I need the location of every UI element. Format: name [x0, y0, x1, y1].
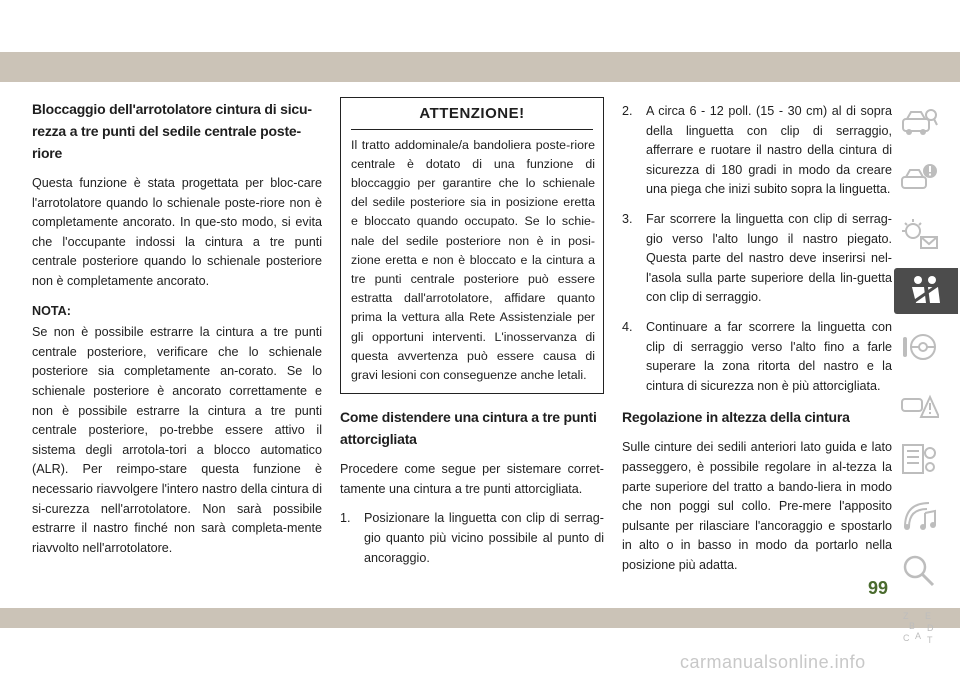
- svg-text:B: B: [909, 621, 916, 631]
- emergency-icon[interactable]: [896, 380, 942, 426]
- column-middle: [340, 98, 604, 578]
- page-number: 99: [868, 578, 889, 598]
- section-heading-distendere: Come distendere una cintura a tre punti attorcigliata: [340, 409, 597, 448]
- car-warning-icon[interactable]: [896, 156, 942, 202]
- top-banner: [0, 0, 960, 82]
- starting-driving-icon[interactable]: [896, 324, 942, 370]
- warning-box: [340, 97, 604, 394]
- seat-safety-icon[interactable]: [894, 268, 958, 314]
- chapter-sidebar: [896, 100, 946, 660]
- lights-mail-icon[interactable]: [896, 212, 942, 258]
- note-label: NOTA:: [32, 303, 71, 318]
- top-band: [0, 52, 960, 82]
- step-number: 4.: [622, 319, 633, 334]
- svg-text:C: C: [903, 633, 910, 643]
- column-left: [32, 98, 322, 568]
- section-heading-regolazione: Regolazione in altezza della cintura: [622, 409, 850, 426]
- svg-text:D: D: [927, 623, 934, 633]
- step-number: 3.: [622, 211, 633, 226]
- step-text: Far scorrere la linguetta con clip di serrag-gio verso l'alto lungo il nastro piegato. Questa parte del nastro deve inserirsi nel-l'asola sulla parte superiore della lin-guetta con clip di serraggio.: [646, 211, 892, 305]
- note-text: Se non è possibile estrarre la cintura a tre punti centrale posteriore, verificare che lo schienale posteriore sia completamente an-corato. Se lo schienale posteriore è ancorato correttamente e non è possibile estrarre la cintura a tre punti centrale posteriore, po-trebbe essere attivo il sistema degli arrotola-tori a blocco automatico (ALR). Per reimpo-stare questa funzione è necessario riavvolgere l'intero nastro della cintura di si-curezza nell'arrotolatore. Non sarà possibile estrarre il nastro finché non sarà completa-mente riavvolto nell'arrotolatore.: [32, 325, 322, 555]
- svg-text:E: E: [925, 611, 932, 621]
- bottom-band: [0, 608, 960, 628]
- watermark: carmanualsonline.info: [680, 652, 866, 672]
- column-right: [622, 102, 892, 585]
- steps-list: [340, 509, 604, 568]
- section-heading-bloccaggio: Bloccaggio dell'arrotolatore cintura di sicu-rezza a tre punti del sedile centrale poste-riore: [32, 101, 312, 161]
- svg-text:Z: Z: [903, 611, 909, 621]
- step-text: A circa 6 - 12 poll. (15 - 30 cm) al di sopra della linguetta con clip di serraggio, afferrare e ruotare il nastro della cintura di sicurezza di 180 gradi in modo da creare una piega che inizi subito sopra la linguetta.: [646, 104, 892, 197]
- svg-text:T: T: [927, 635, 933, 645]
- step-text: Continuare a far scorrere la linguetta con clip di serraggio verso l'alto fino a farle superare la zona ritorta del nastro e la cintura di sicurezza non è più attorcigliata.: [646, 319, 892, 393]
- paragraph-procedure: Procedere come segue per sistemare corret-tamente una cintura a tre punti attorcigliata.: [340, 462, 604, 496]
- car-info-icon[interactable]: [896, 100, 942, 146]
- svg-text:A: A: [915, 631, 922, 641]
- search-icon[interactable]: [896, 548, 942, 594]
- paragraph-intro: Questa funzione è stata progettata per bloc-care l'arrotolatore quando lo schienale poste-riore non è completamente ancorato. In que-sto modo, si evita che l'occupante indossi la cintura a tre punti centrale posteriore quando lo schienale posteriore non è completamente ancorato.: [32, 176, 322, 288]
- warning-text: Il tratto addominale/a bandoliera poste-riore centrale è dotato di una funzione di bloccaggio per garantire che lo schienale del sedile posteriore sia in posizione eretta e bloccato quando occupato. Se lo schie-nale del sedile posteriore non è in posi-zione eretta e non è bloccato e la cintura a tre punti centrale posteriore può essere estratta dall'arrotolatore, affidare quanto prima la vettura alla Rete Assistenziale per gli opportuni interventi. L'inosservanza di questa avvertenza può essere causa di gravi lesioni con conseguenze anche letali.: [351, 137, 595, 383]
- step-item: [340, 509, 604, 568]
- maintenance-icon[interactable]: [896, 436, 942, 482]
- step-item: [622, 102, 892, 200]
- step-item: [622, 210, 892, 308]
- warning-title: ATTENZIONE!: [351, 98, 593, 130]
- steps-list-continued: [622, 102, 892, 396]
- step-text: Posizionare la linguetta con clip di serrag-gio quanto più vicino possibile al punto di ancoraggio.: [364, 511, 604, 565]
- paragraph-regolazione: Sulle cinture dei sedili anteriori lato guida e lato passeggero, è possibile regolare in al-tezza la parte superiore del tratto a bando-liera in modo che non poggi sul collo. Pre-mere l'apposito pulsante per rilasciare l'ancoraggio e spostarlo in alto o in basso in modo da portarlo nella posizione più adatta.: [622, 440, 892, 572]
- index-icon[interactable]: [896, 604, 942, 650]
- step-item: [622, 318, 892, 396]
- multimedia-icon[interactable]: [896, 492, 942, 538]
- step-number: 2.: [622, 104, 633, 118]
- step-number: 1.: [340, 511, 351, 526]
